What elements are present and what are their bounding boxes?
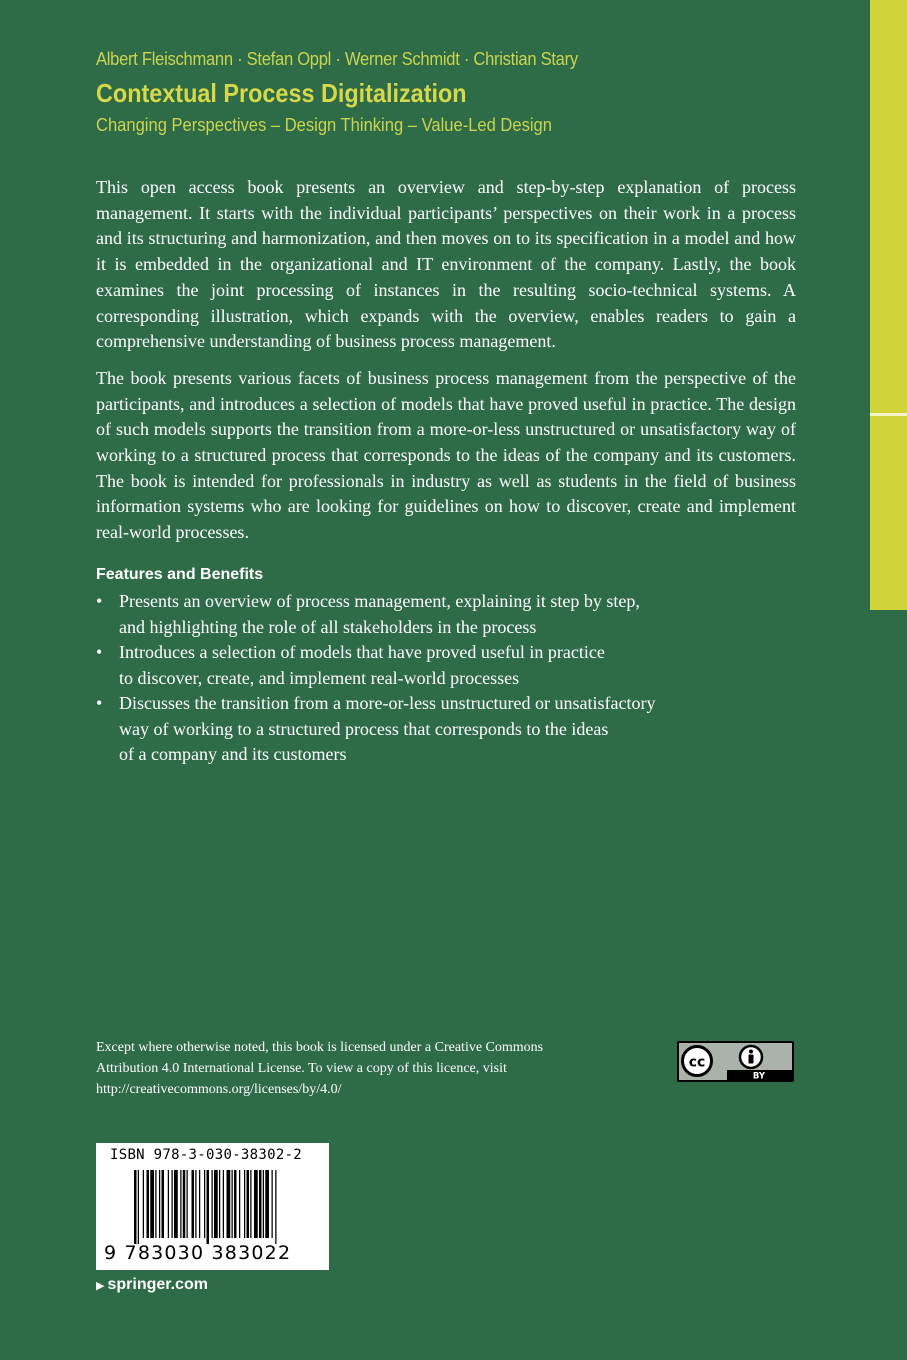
barcode-bar [192,1170,195,1238]
list-item [96,640,796,691]
cc-by-license-badge[interactable] [677,1041,794,1082]
header [96,47,836,137]
description-paragraph-2: The book presents various facets of business process management from the perspective of the participants, and introduces a selection of models that have proved useful in practice. The design of such models supports the transition from a more-or-less unstructured or unsatisfactory way of working to a structured process that corresponds to the ideas of the company and its customers. The book is intended for professionals in industry as well as students in the field of business information systems who are looking for guidelines on how to discover, create and implement real-world processes. [96,367,796,543]
barcode-icon [134,1170,318,1244]
barcode-bar [259,1170,262,1238]
spine-accent-divider [870,413,907,416]
barcode-bar [275,1170,276,1244]
barcode-bar [244,1170,245,1238]
list-item [96,589,796,640]
barcode-bar [227,1170,231,1238]
barcode-digits: 9 783030 383022 [104,1242,292,1264]
book-subtitle: Changing Perspectives – Design Thinking – Value-Led Design [96,115,552,135]
barcode-bar [219,1170,220,1238]
barcode-bar [272,1170,273,1238]
isbn-barcode [96,1143,329,1270]
barcode-bar [180,1170,181,1238]
bullet-icon: • [96,591,103,611]
barcode-bar [214,1170,218,1238]
spine-accent-strip [870,0,907,610]
barcode-bar [207,1170,210,1244]
barcode-bar [239,1170,240,1238]
feature-line: way of working to a structured process that corresponds to the ideas [119,718,609,739]
description-paragraph-1: This open access book presents an overview and step-by-step explanation of process management. It starts with the individual participants’ perspectives on their work in a process and its structuring and harmonization, and then moves on to its specification in a model and how it is embedded in the organizational and IT environment of the company. Lastly, the book examines the joint processing of instances in the resulting socio-technical systems. A corresponding illustration, which expands with the overview, enables readers to gain a comprehensive understanding of business process management. [96,177,796,352]
description [96,175,796,557]
license-line: Attribution 4.0 International License. To view a copy of this licence, visit [96,1061,507,1076]
cc-glyph: cc [688,1054,706,1071]
by-label: BY [752,1071,766,1080]
barcode-bar [159,1170,160,1238]
barcode-bar [204,1170,205,1238]
barcode-bar [174,1170,178,1238]
list-item [96,691,796,768]
barcode-bar [150,1170,154,1238]
feature-line: to discover, create, and implement real-world processes [119,667,520,688]
barcode-bar [187,1170,188,1238]
barcode-bar [195,1170,196,1238]
barcode-bar [247,1170,250,1238]
barcode-bar [147,1170,150,1238]
barcode-bar [138,1170,139,1244]
barcode-bar [172,1170,173,1238]
license-url[interactable]: http://creativecommons.org/licenses/by/4.0/ [96,1082,342,1097]
feature-line: Discusses the transition from a more-or-less unstructured or unsatisfactory [119,693,656,713]
barcode-bar [168,1170,169,1238]
feature-line: of a company and its customers [119,744,347,764]
barcode-bar [250,1170,251,1238]
barcode-bar [212,1170,213,1238]
feature-line: Introduces a selection of models that have proved useful in practice [119,642,605,662]
cc-by-icon [679,1043,792,1080]
bullet-icon: • [96,642,103,662]
authors: Albert Fleischmann · Stefan Oppl · Werner Schmidt · Christian Stary [96,49,578,69]
publisher-site: springer.com [107,1276,208,1293]
publisher-link[interactable] [96,1276,208,1294]
barcode-bar [162,1170,165,1238]
barcode-bar [134,1170,137,1244]
features-list [96,589,796,768]
barcode-bar [232,1170,233,1238]
barcode-bar [143,1170,144,1238]
bullet-icon: • [96,693,103,713]
barcode-bar [263,1170,264,1238]
features-heading: Features and Benefits [96,566,264,583]
feature-line: Presents an overview of process management, explaining it step by step, [119,591,640,611]
barcode-bar [199,1170,200,1238]
barcode-bar [155,1170,156,1238]
barcode-bar [265,1170,269,1238]
isbn-label: ISBN 978-3-030-38302-2 [110,1147,303,1163]
license-line: Except where otherwise noted, this book is licensed under a Creative Commons [96,1040,544,1055]
arrow-right-icon: ▶ [96,1279,105,1292]
barcode-bar [223,1170,224,1238]
feature-line: and highlighting the role of all stakeholders in the process [119,616,537,637]
barcode-bar [234,1170,237,1238]
book-title: Contextual Process Digitalization [96,78,467,108]
license-notice [96,1037,656,1100]
barcode-bar [183,1170,186,1238]
barcode-bar [254,1170,258,1238]
